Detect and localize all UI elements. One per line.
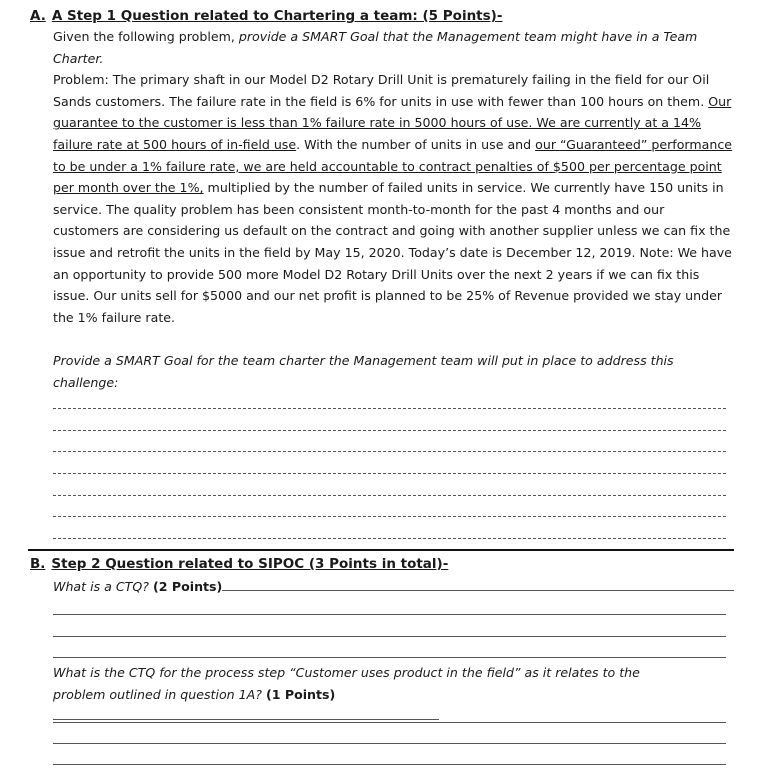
answer-line[interactable] [53,657,726,658]
question-ctq-definition [53,576,734,598]
section-b-title: Step 2 Question related to SIPOC (3 Points in total)- [51,556,449,572]
answer-line[interactable] [53,430,726,431]
problem-text-1: Problem: The primary shaft in our Model D2 Rotary Drill Unit is prematurely failing in the field for our Oil Sands customers. The failure rate in the field is 6% for units in use with fewer than 100 hours on them. [53,72,710,109]
section-a-heading [30,8,502,24]
answer-line[interactable] [53,473,726,474]
answer-line[interactable] [53,636,726,637]
answer-line[interactable] [53,516,726,517]
smart-goal-prompt: Provide a SMART Goal for the team charter the Management team will put in place to address this challenge: [53,352,674,390]
question-1-answer-blank[interactable] [222,577,734,591]
section-b-letter: B. [30,556,46,572]
answer-line[interactable] [53,408,726,409]
intro-italic-text: provide a SMART Goal that the Management team might have in a Team Charter. [53,29,698,66]
question-1-text: What is a CTQ? [53,579,153,594]
problem-text-2: . With the number of units in use and [296,136,536,152]
intro-text: Given the following problem, [53,29,239,44]
question-2-points: (1 Points) [265,686,336,702]
answer-line[interactable] [53,451,726,452]
answer-line[interactable] [53,538,726,539]
problem-paragraph [53,69,733,328]
section-b-heading [30,556,448,572]
intro-paragraph [53,26,733,69]
answer-line[interactable] [53,743,726,744]
section-divider [28,549,734,551]
answer-line[interactable] [53,495,726,496]
problem-text-3: multiplied by the number of failed units in service. We currently have 150 units in service. The quality problem has been consistent month-to-month for the past 4 months and our customers are considering us default on the contract and going with another supplier unless we can fix the issue and retrofit the units in the field by May 15, 2020. Today’s date is December 12, 2019. Note: We have an opportunity to provide 500 more Model D2 Rotary Drill Units over the next 2 years if we can fix this issue. Our units sell for $5000 and our net profit is planned to be 25% of Revenue provided we stay under the 1% failure rate. [53,180,732,325]
problem-underlined-guarantee: Our guarantee to the customer is less than 1% failure rate in 5000 hours of use. We are currently at a 14% failure rate at 500 hours of in-field use [53,93,732,152]
answer-line[interactable] [53,764,726,765]
section-a-letter: A. [30,8,46,24]
section-a-title: A Step 1 Question related to Chartering a team: (5 Points)- [51,8,503,24]
question-1-points: (2 Points) [152,579,223,594]
section-a-body [53,26,733,393]
question-ctq-process-step [53,662,693,727]
answer-line[interactable] [53,722,726,723]
question-2-text: What is the CTQ for the process step “Customer uses product in the field” as it relates to the problem outlined in question 1A? [53,665,640,702]
answer-line[interactable] [53,614,726,615]
problem-underlined-penalty: our “Guaranteed” performance to be under a 1% failure rate, we are held accountable to contract penalties of $500 per percentage point per month over the 1%, [53,136,733,196]
question-2-answer-blank[interactable] [53,706,439,720]
